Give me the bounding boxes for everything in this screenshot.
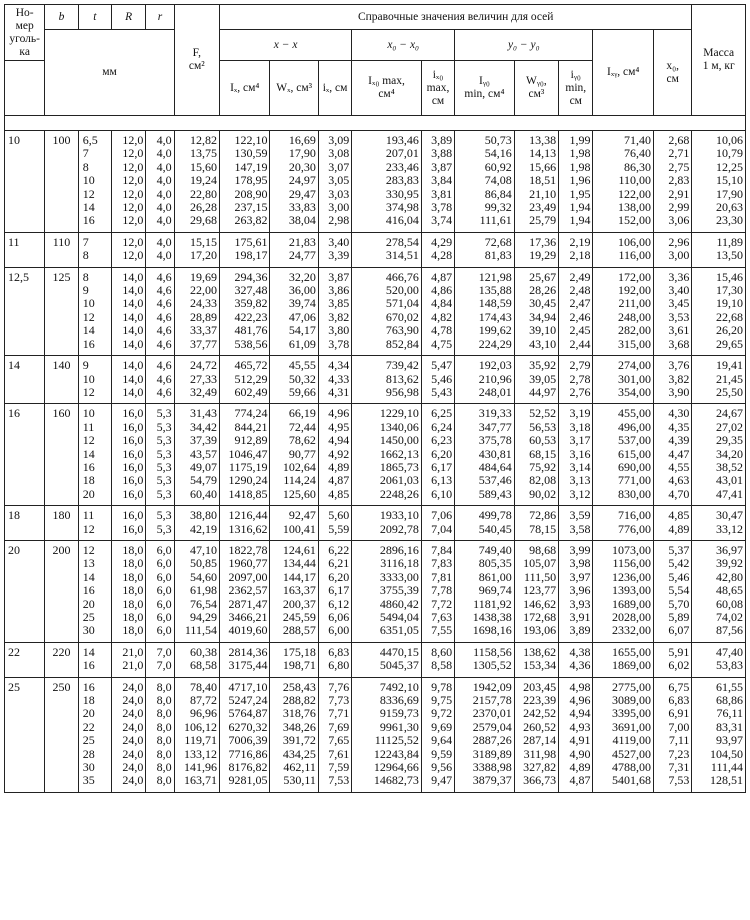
header-Wx: Wₓ, см³ [270, 61, 318, 116]
header-gap-row [5, 116, 746, 131]
cell-ix0: 6,25 6,24 6,23 6,20 6,17 6,13 6,10 [421, 404, 454, 506]
cell-b: 180 [45, 506, 78, 541]
header-iy0: iᵧ₀ min, см [559, 61, 593, 116]
cell-Ix: 774,24 844,21 912,89 1046,47 1175,19 1290,24 1418,85 [219, 404, 269, 506]
header-b: b [45, 5, 78, 30]
cell-b: 200 [45, 540, 78, 642]
cell-Ix: 1822,78 1960,77 2097,00 2362,57 2871,47 3466,21 4019,60 [219, 540, 269, 642]
cell-Ix: 2814,36 3175,44 [219, 642, 269, 677]
cell-Ixy: 274,00 301,00 354,00 [593, 356, 654, 404]
header-mass: Масса 1 м, кг [692, 5, 746, 116]
cell-Ixy: 455,00 496,00 537,00 615,00 690,00 771,00 830,00 [593, 404, 654, 506]
cell-Ix0: 739,42 813,62 956,98 [352, 356, 422, 404]
cell-Iy0: 50,73 54,16 60,92 74,08 86,84 99,32 111,61 [455, 131, 515, 233]
cell-r: 4,6 4,6 4,6 [146, 356, 174, 404]
cell-r: 7,0 7,0 [146, 642, 174, 677]
cell-ix: 3,87 3,86 3,85 3,82 3,80 3,78 [318, 267, 351, 355]
cell-Iy0: 1158,56 1305,52 [455, 642, 515, 677]
cell-b: 110 [45, 232, 78, 267]
table-row [5, 642, 746, 677]
cell-F: 60,38 68,58 [174, 642, 219, 677]
cell-b: 220 [45, 642, 78, 677]
cell-F: 12,82 13,75 15,60 19,24 22,80 26,28 29,68 [174, 131, 219, 233]
cell-Ixy: 2775,00 3089,00 3395,00 3691,00 4119,00 4527,00 4788,00 5401,68 [593, 677, 654, 792]
cell-Wy0: 203,45 223,39 242,52 260,52 287,14 311,98 327,82 366,73 [514, 677, 558, 792]
cell-b: 100 [45, 131, 78, 233]
cell-Wx: 66,19 72,44 78,62 90,77 102,64 114,24 125,60 [270, 404, 318, 506]
table-row [5, 540, 746, 642]
cell-b: 250 [45, 677, 78, 792]
cell-Wx: 16,69 17,90 20,30 24,97 29,47 33,83 38,04 [270, 131, 318, 233]
header-t: t [78, 5, 111, 30]
header-ix: iₓ, см [318, 61, 351, 116]
cell-Ixy: 1655,00 1869,00 [593, 642, 654, 677]
cell-Wy0: 98,68 105,07 111,50 123,77 146,62 172,68 193,06 [514, 540, 558, 642]
cell-mass: 15,46 17,30 19,10 22,68 26,20 29,65 [692, 267, 746, 355]
cell-R: 12,0 12,0 [112, 232, 146, 267]
cell-angle-number: 25 [5, 677, 45, 792]
header-axis-x-x: x − x [219, 30, 351, 61]
cell-R: 14,0 14,0 14,0 [112, 356, 146, 404]
header-R: R [112, 5, 146, 30]
header-reference-values: Справочные значения величин для осей [219, 5, 691, 30]
cell-mass: 47,40 53,83 [692, 642, 746, 677]
header-ix0: iₓ₀ max, см [421, 61, 454, 116]
cell-r: 4,0 4,0 [146, 232, 174, 267]
table-body [5, 116, 746, 793]
cell-Wy0: 35,92 39,05 44,97 [514, 356, 558, 404]
cell-ix: 5,60 5,59 [318, 506, 351, 541]
cell-x0: 3,36 3,40 3,45 3,53 3,61 3,68 [654, 267, 692, 355]
cell-Ixy: 1073,00 1156,00 1236,00 1393,00 1689,00 2028,00 2332,00 [593, 540, 654, 642]
cell-Ixy: 106,00 116,00 [593, 232, 654, 267]
cell-ix0: 5,47 5,46 5,43 [421, 356, 454, 404]
cell-t: 6,5 7 8 10 12 14 16 [78, 131, 111, 233]
cell-R: 16,0 16,0 16,0 16,0 16,0 16,0 16,0 [112, 404, 146, 506]
cell-ix: 4,34 4,33 4,31 [318, 356, 351, 404]
cell-ix0: 4,87 4,86 4,84 4,82 4,78 4,75 [421, 267, 454, 355]
header-angle-number: Но- мер уголь- ка [5, 5, 45, 61]
cell-x0: 3,76 3,82 3,90 [654, 356, 692, 404]
cell-Iy0: 749,40 805,35 861,00 969,74 1181,92 1438,38 1698,16 [455, 540, 515, 642]
cell-t: 11 12 [78, 506, 111, 541]
cell-mass: 61,55 68,86 76,11 83,31 93,97 104,50 111,44 128,51 [692, 677, 746, 792]
cell-t: 12 13 14 16 20 25 30 [78, 540, 111, 642]
cell-Wy0: 13,38 14,13 15,66 18,51 21,10 23,49 25,79 [514, 131, 558, 233]
cell-Ix0: 193,46 207,01 233,46 283,83 330,95 374,98 416,04 [352, 131, 422, 233]
cell-Wy0: 72,86 78,15 [514, 506, 558, 541]
cell-mass: 11,89 13,50 [692, 232, 746, 267]
cell-ix0: 4,29 4,28 [421, 232, 454, 267]
cell-x0: 4,30 4,35 4,39 4,47 4,55 4,63 4,70 [654, 404, 692, 506]
cell-R: 14,0 14,0 14,0 14,0 14,0 14,0 [112, 267, 146, 355]
cell-Wy0: 17,36 19,29 [514, 232, 558, 267]
cell-Ix0: 1933,10 2092,78 [352, 506, 422, 541]
header-axis-y0-y0: y₀ − y₀ [455, 30, 593, 61]
cell-x0: 5,37 5,42 5,46 5,54 5,70 5,89 6,07 [654, 540, 692, 642]
header-r: r [146, 5, 174, 30]
cell-iy0: 3,99 3,98 3,97 3,96 3,93 3,91 3,89 [559, 540, 593, 642]
cell-Iy0: 319,33 347,77 375,78 430,81 484,64 537,46 589,43 [455, 404, 515, 506]
cell-iy0: 2,79 2,78 2,76 [559, 356, 593, 404]
header-Wy0: Wᵧ₀, см³ [514, 61, 558, 116]
cell-Iy0: 121,98 135,88 148,59 174,43 199,62 224,29 [455, 267, 515, 355]
cell-angle-number: 10 [5, 131, 45, 233]
cell-angle-number: 11 [5, 232, 45, 267]
cell-t: 14 16 [78, 642, 111, 677]
cell-Iy0: 72,68 81,83 [455, 232, 515, 267]
cell-angle-number: 20 [5, 540, 45, 642]
cell-ix: 3,40 3,39 [318, 232, 351, 267]
cell-iy0: 3,59 3,58 [559, 506, 593, 541]
cell-t: 16 18 20 22 25 28 30 35 [78, 677, 111, 792]
cell-b: 140 [45, 356, 78, 404]
table-row [5, 131, 746, 233]
header-x0: x₀, см [654, 30, 692, 116]
cell-mass: 36,97 39,92 42,80 48,65 60,08 74,02 87,56 [692, 540, 746, 642]
cell-F: 24,72 27,33 32,49 [174, 356, 219, 404]
cell-r: 4,0 4,0 4,0 4,0 4,0 4,0 4,0 [146, 131, 174, 233]
cell-iy0: 4,38 4,36 [559, 642, 593, 677]
cell-F: 19,69 22,00 24,33 28,89 33,37 37,77 [174, 267, 219, 355]
cell-Ix: 294,36 327,48 359,82 422,23 481,76 538,56 [219, 267, 269, 355]
header-F: F, см² [174, 5, 219, 116]
cell-Wx: 124,61 134,44 144,17 163,37 200,37 245,59 288,57 [270, 540, 318, 642]
angle-profile-table-page [4, 4, 746, 912]
cell-angle-number: 18 [5, 506, 45, 541]
cell-mass: 19,41 21,45 25,50 [692, 356, 746, 404]
cell-r: 4,6 4,6 4,6 4,6 4,6 4,6 [146, 267, 174, 355]
cell-Wy0: 25,67 28,26 30,45 34,94 39,10 43,10 [514, 267, 558, 355]
cell-Ix: 4717,10 5247,24 5764,87 6270,32 7006,39 7716,86 8176,82 9281,05 [219, 677, 269, 792]
cell-Ix0: 7492,10 8336,69 9159,73 9961,30 11125,52 12243,84 12964,66 14682,73 [352, 677, 422, 792]
header-Ix: Iₓ, см⁴ [219, 61, 269, 116]
cell-angle-number: 22 [5, 642, 45, 677]
table-row [5, 232, 746, 267]
cell-F: 78,40 87,72 96,96 106,12 119,71 133,12 141,96 163,71 [174, 677, 219, 792]
cell-Ix0: 1229,10 1340,06 1450,00 1662,13 1865,73 2061,03 2248,26 [352, 404, 422, 506]
header-axis-x0-x0: x₀ − x₀ [352, 30, 455, 61]
cell-Ix: 465,72 512,29 602,49 [219, 356, 269, 404]
cell-R: 18,0 18,0 18,0 18,0 18,0 18,0 18,0 [112, 540, 146, 642]
cell-iy0: 2,49 2,48 2,47 2,46 2,45 2,44 [559, 267, 593, 355]
table-header [5, 5, 746, 116]
cell-r: 5,3 5,3 [146, 506, 174, 541]
cell-F: 15,15 17,20 [174, 232, 219, 267]
cell-angle-number: 14 [5, 356, 45, 404]
cell-F: 47,10 50,85 54,60 61,98 76,54 94,29 111,54 [174, 540, 219, 642]
cell-ix: 6,83 6,80 [318, 642, 351, 677]
cell-t: 9 10 12 [78, 356, 111, 404]
cell-ix: 7,76 7,73 7,71 7,69 7,65 7,61 7,59 7,53 [318, 677, 351, 792]
cell-x0: 5,91 6,02 [654, 642, 692, 677]
cell-Ixy: 172,00 192,00 211,00 248,00 282,00 315,00 [593, 267, 654, 355]
cell-Wx: 175,18 198,71 [270, 642, 318, 677]
cell-mass: 30,47 33,12 [692, 506, 746, 541]
cell-angle-number: 16 [5, 404, 45, 506]
cell-x0: 2,96 3,00 [654, 232, 692, 267]
cell-ix: 3,09 3,08 3,07 3,05 3,03 3,00 2,98 [318, 131, 351, 233]
cell-ix: 4,96 4,95 4,94 4,92 4,89 4,87 4,85 [318, 404, 351, 506]
header-Iy0: Iᵧ₀ min, см⁴ [455, 61, 515, 116]
cell-iy0: 3,19 3,18 3,17 3,16 3,14 3,13 3,12 [559, 404, 593, 506]
cell-Ix0: 466,76 520,00 571,04 670,02 763,90 852,84 [352, 267, 422, 355]
cell-Wy0: 52,52 56,53 60,53 68,15 75,92 82,08 90,02 [514, 404, 558, 506]
cell-Wy0: 138,62 153,34 [514, 642, 558, 677]
cell-Ix: 175,61 198,17 [219, 232, 269, 267]
cell-Ixy: 71,40 76,40 86,30 110,00 122,00 138,00 152,00 [593, 131, 654, 233]
cell-Iy0: 1942,09 2157,78 2370,01 2579,04 2887,26 3189,89 3388,98 3879,37 [455, 677, 515, 792]
cell-Ixy: 716,00 776,00 [593, 506, 654, 541]
cell-Wx: 21,83 24,77 [270, 232, 318, 267]
cell-ix: 6,22 6,21 6,20 6,17 6,12 6,06 6,00 [318, 540, 351, 642]
cell-ix0: 3,89 3,88 3,87 3,84 3,81 3,78 3,74 [421, 131, 454, 233]
table-row [5, 677, 746, 792]
cell-x0: 4,85 4,89 [654, 506, 692, 541]
table-row [5, 267, 746, 355]
cell-Wx: 258,43 288,82 318,76 348,26 391,72 434,25 462,11 530,11 [270, 677, 318, 792]
cell-Wx: 92,47 100,41 [270, 506, 318, 541]
cell-ix0: 7,06 7,04 [421, 506, 454, 541]
cell-b: 160 [45, 404, 78, 506]
cell-Ix: 1216,44 1316,62 [219, 506, 269, 541]
cell-r: 8,0 8,0 8,0 8,0 8,0 8,0 8,0 8,0 [146, 677, 174, 792]
cell-Ix0: 4470,15 5045,37 [352, 642, 422, 677]
cell-b: 125 [45, 267, 78, 355]
cell-Iy0: 192,03 210,96 248,01 [455, 356, 515, 404]
cell-Wx: 32,20 36,00 39,74 47,06 54,17 61,09 [270, 267, 318, 355]
cell-F: 31,43 34,42 37,39 43,57 49,07 54,79 60,40 [174, 404, 219, 506]
cell-R: 12,0 12,0 12,0 12,0 12,0 12,0 12,0 [112, 131, 146, 233]
table-row [5, 404, 746, 506]
cell-R: 16,0 16,0 [112, 506, 146, 541]
header-Ix0: Iₓ₀ max, см⁴ [352, 61, 422, 116]
cell-mass: 24,67 27,02 29,35 34,20 38,52 43,01 47,41 [692, 404, 746, 506]
cell-Ix0: 2896,16 3116,18 3333,00 3755,39 4860,42 5494,04 6351,05 [352, 540, 422, 642]
header-angle-number-blank [5, 61, 45, 116]
cell-Ix0: 278,54 314,51 [352, 232, 422, 267]
cell-ix0: 9,78 9,75 9,72 9,69 9,64 9,59 9,56 9,47 [421, 677, 454, 792]
cell-iy0: 4,98 4,96 4,94 4,93 4,91 4,90 4,89 4,87 [559, 677, 593, 792]
cell-t: 7 8 [78, 232, 111, 267]
cell-Ix: 122,10 130,59 147,19 178,95 208,90 237,15 263,82 [219, 131, 269, 233]
angle-properties-table [4, 4, 746, 793]
cell-ix0: 8,60 8,58 [421, 642, 454, 677]
cell-F: 38,80 42,19 [174, 506, 219, 541]
header-mm: мм [45, 30, 174, 116]
cell-iy0: 2,19 2,18 [559, 232, 593, 267]
cell-R: 21,0 21,0 [112, 642, 146, 677]
cell-Wx: 45,55 50,32 59,66 [270, 356, 318, 404]
cell-mass: 10,06 10,79 12,25 15,10 17,90 20,63 23,30 [692, 131, 746, 233]
cell-R: 24,0 24,0 24,0 24,0 24,0 24,0 24,0 24,0 [112, 677, 146, 792]
cell-t: 10 11 12 14 16 18 20 [78, 404, 111, 506]
table-row [5, 356, 746, 404]
header-Ixy: Iₓᵧ, см⁴ [593, 30, 654, 116]
cell-r: 6,0 6,0 6,0 6,0 6,0 6,0 6,0 [146, 540, 174, 642]
cell-iy0: 1,99 1,98 1,98 1,96 1,95 1,94 1,94 [559, 131, 593, 233]
cell-t: 8 9 10 12 14 16 [78, 267, 111, 355]
cell-angle-number: 12,5 [5, 267, 45, 355]
cell-x0: 6,75 6,83 6,91 7,00 7,11 7,23 7,31 7,53 [654, 677, 692, 792]
cell-x0: 2,68 2,71 2,75 2,83 2,91 2,99 3,06 [654, 131, 692, 233]
cell-Iy0: 499,78 540,45 [455, 506, 515, 541]
table-row [5, 506, 746, 541]
cell-r: 5,3 5,3 5,3 5,3 5,3 5,3 5,3 [146, 404, 174, 506]
cell-ix0: 7,84 7,83 7,81 7,78 7,72 7,63 7,55 [421, 540, 454, 642]
